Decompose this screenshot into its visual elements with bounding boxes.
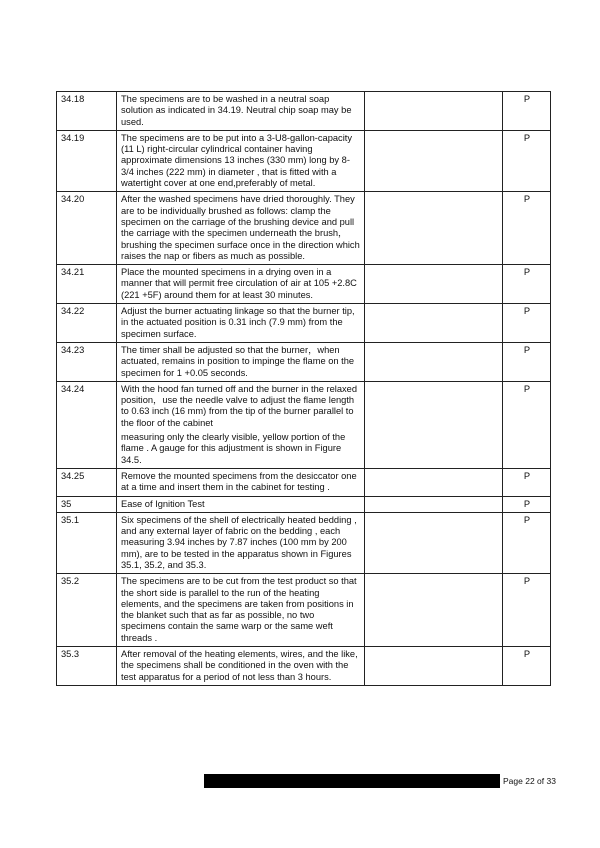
verdict: P [503,192,551,265]
verdict: P [503,265,551,304]
clause-number: 34.24 [57,381,117,468]
clause-number: 35.1 [57,512,117,573]
clause-number: 35 [57,496,117,512]
requirement-paragraph: The specimens are to be washed in a neutral soap solution as indicated in 34.19. Neutral chip soap may be used. [121,94,352,127]
result-remark [365,574,503,647]
result-remark [365,192,503,265]
requirement-text [117,647,365,686]
requirement-paragraph: Remove the mounted specimens from the desiccator one at a time and insert them in the cabinet for testing . [121,470,357,493]
verdict: P [503,381,551,468]
result-remark [365,468,503,496]
requirement-paragraph: Six specimens of the shell of electrically heated bedding , and any external layer of fabric on the bedding , each measuring 3.94 inches by 7.87 inches (100 mm by 200 mm), are to be tested in the apparatus shown in Figures 35.1, 35.2, and 35.3. [121,514,357,570]
result-remark [365,647,503,686]
table-row [57,381,551,468]
result-remark [365,512,503,573]
requirement-text [117,192,365,265]
table-row [57,574,551,647]
result-remark [365,130,503,191]
requirement-text [117,342,365,381]
redaction-bar [204,774,500,788]
requirement-paragraph: After the washed specimens have dried thoroughly. They are to be individually brushed as follows: clamp the specimen on the carriage of the brushing device and pull the carriage with the specimen underneath the brush，brushing the specimen surface once in the direction which raises the nap or fibers as much as possible. [121,194,360,261]
verdict: P [503,496,551,512]
clause-number: 34.19 [57,130,117,191]
clause-table-body [57,92,551,686]
requirement-text [117,574,365,647]
clause-number: 34.22 [57,304,117,343]
result-remark [365,92,503,131]
table-row [57,342,551,381]
requirement-text [117,130,365,191]
table-row [57,265,551,304]
requirement-text [117,512,365,573]
requirement-text [117,381,365,468]
result-remark [365,381,503,468]
result-remark [365,304,503,343]
table-row [57,192,551,265]
verdict: P [503,512,551,573]
table-row [57,512,551,573]
requirement-paragraph: The timer shall be adjusted so that the burner，when actuated, remains in position to impinge the flame on the specimen for 1 +0.05 seconds. [121,344,355,378]
table-row [57,130,551,191]
clause-number: 35.2 [57,574,117,647]
requirement-text [117,92,365,131]
requirement-paragraph: Adjust the burner actuating linkage so that the burner tip, in the actuated position is 0.31 inch (7.9 mm) from the specimen surface. [121,306,355,339]
requirement-text [117,304,365,343]
requirement-text [117,496,365,512]
clause-number: 34.23 [57,342,117,381]
requirement-paragraph: The specimens are to be put into a 3-U8-gallon-capacity (11 L) right-circular cylindrical container having approximate dimensions 13 inches (330 mm) long by 8-3/4 inches (222 mm) in diameter , that is fitted with a watertight cover at one end,preferably of metal. [121,132,352,189]
requirement-paragraph: measuring only the clearly visible, yellow portion of the flame . A gauge for this adjustment is shown in Figure 34.5. [121,432,346,465]
clause-table [56,91,551,686]
table-row [57,468,551,496]
page-number: Page 22 of 33 [503,776,556,786]
result-remark [365,265,503,304]
table-row [57,647,551,686]
verdict: P [503,647,551,686]
verdict: P [503,130,551,191]
clause-number: 35.3 [57,647,117,686]
verdict: P [503,92,551,131]
verdict: P [503,342,551,381]
requirement-paragraph: The specimens are to be cut from the test product so that the short side is parallel to the run of the heating elements, and the specimens are taken from positions in the blanket such that as far as possible, no two specimens contain the same warp or the same weft threads . [121,576,357,643]
result-remark [365,342,503,381]
table-row [57,496,551,512]
clause-number: 34.21 [57,265,117,304]
clause-number: 34.20 [57,192,117,265]
requirement-paragraph: Place the mounted specimens in a drying oven in a manner that will permit free circulation of air at 105 +2.8C (221 +5F) around them for at least 30 minutes. [121,267,357,300]
requirement-paragraph: Ease of Ignition Test [121,498,205,509]
verdict: P [503,468,551,496]
verdict: P [503,304,551,343]
clause-number: 34.18 [57,92,117,131]
requirement-paragraph: With the hood fan turned off and the burner in the relaxed position，use the needle valve to adjust the flame length to 0.63 inch (16 mm) from the tip of the burner parallel to the floor of the cabinet [121,383,358,428]
requirement-paragraph: After removal of the heating elements, wires, and the like, the specimens shall be conditioned in the oven with the test apparatus for a period of not less than 3 hours. [121,649,358,682]
result-remark [365,496,503,512]
table-row [57,304,551,343]
verdict: P [503,574,551,647]
requirement-text [117,265,365,304]
table-row [57,92,551,131]
clause-number: 34.25 [57,468,117,496]
requirement-text [117,468,365,496]
